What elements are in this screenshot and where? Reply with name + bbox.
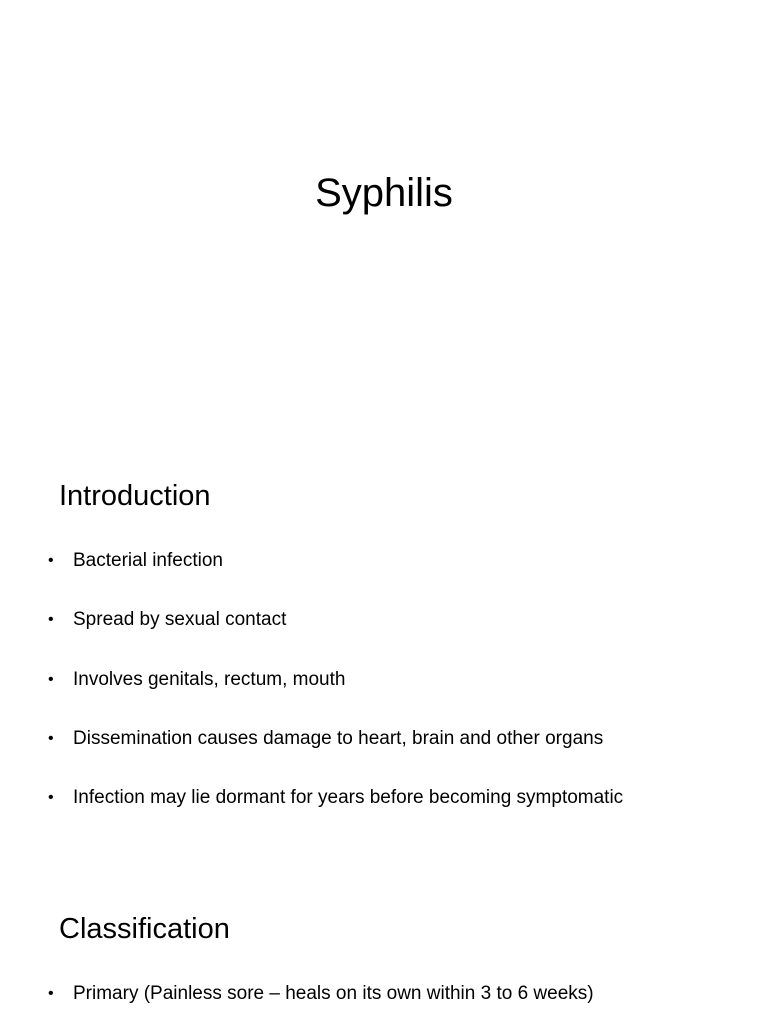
bullet-icon: • <box>48 729 54 747</box>
list-item-text: Involves genitals, rectum, mouth <box>73 668 346 690</box>
bullet-icon: • <box>48 552 54 569</box>
bullet-icon: • <box>48 611 54 629</box>
list-item-text: Spread by sexual contact <box>73 609 287 631</box>
list-item-text: Dissemination causes damage to heart, brain and other organs <box>73 727 604 749</box>
bullet-icon: • <box>48 789 54 807</box>
list-item-text: Infection may lie dormant for years before becoming symptomatic <box>73 787 624 809</box>
page-title: Syphilis <box>315 171 453 215</box>
section-heading-classification: Classification <box>59 913 230 945</box>
bullet-icon: • <box>48 985 54 1002</box>
section-heading-introduction: Introduction <box>59 480 211 512</box>
list-item-text: Bacterial infection <box>73 550 223 571</box>
bullet-icon: • <box>48 670 54 688</box>
list-item-text: Primary (Painless sore – heals on its own within 3 to 6 weeks) <box>73 983 594 1004</box>
